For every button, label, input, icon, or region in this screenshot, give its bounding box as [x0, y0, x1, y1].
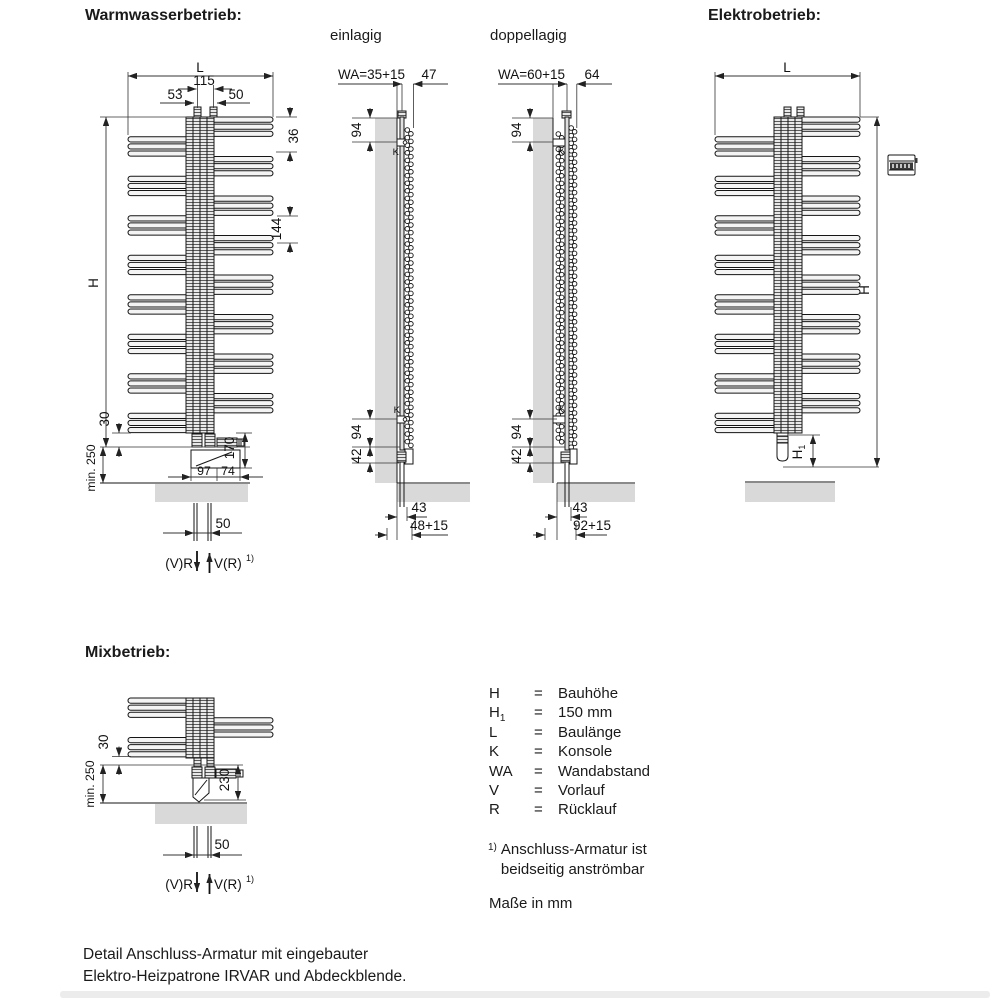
dim-42: 42: [349, 448, 364, 464]
wall: [375, 118, 397, 483]
legend-row: L = Baulänge: [489, 723, 622, 741]
section-title-elektro: Elektrobetrieb:: [708, 7, 821, 24]
connection-stub: [194, 758, 201, 767]
page-footer-bar: [60, 991, 990, 998]
flow-label-vr: (V)R: [165, 556, 193, 571]
dim-170: 170: [222, 436, 237, 460]
connection-stub: [207, 758, 214, 767]
valve-body: [561, 452, 570, 462]
dim-30: 30: [96, 734, 111, 750]
bracket-top: [553, 139, 565, 146]
dim-L: L: [196, 60, 204, 75]
valve-body: [192, 767, 202, 778]
flow-footnote-sup: 1): [246, 553, 255, 563]
section-title-doppellagig: doppellagig: [490, 27, 567, 44]
doppellagig-drawing: [498, 67, 635, 540]
einlagig-drawing: [338, 67, 470, 540]
dim-50: 50: [228, 87, 244, 102]
dim-64: 64: [584, 67, 600, 82]
section-title-warmwasser: Warmwasserbetrieb:: [85, 7, 242, 24]
dim-H1: $H_1$: [790, 444, 807, 460]
dim-94-top: 94: [509, 122, 524, 138]
dim-min250: min. 250: [83, 760, 97, 808]
dim-94-bottom: 94: [509, 424, 524, 440]
connection-stub: [784, 107, 791, 117]
flow-label-vr: (V)R: [165, 877, 193, 892]
bracket-label-bottom: K: [557, 405, 565, 416]
section-title-einlagig: einlagig: [330, 27, 382, 44]
dim-97: 97: [197, 464, 211, 478]
flow-footnote-sup: 1): [246, 874, 255, 884]
dim-wa: WA=60+15: [498, 67, 566, 82]
flow-label-vr2: V(R): [214, 556, 242, 571]
electric-element-head: [777, 436, 788, 443]
dim-74: 74: [221, 464, 235, 478]
dim-50-pipes: 50: [214, 837, 230, 852]
dim-L: L: [783, 60, 791, 75]
dim-47: 47: [421, 67, 437, 82]
dim-H: H: [857, 285, 872, 295]
manifold: [400, 117, 404, 450]
floor-block: [155, 484, 248, 502]
legend-row: R = Rücklauf: [489, 801, 617, 819]
wall: [533, 118, 553, 483]
dim-43: 43: [572, 500, 588, 515]
elektro-drawing: [715, 60, 918, 502]
footnote: $^{1)}$ Anschluss-Armatur ist beidseitig anströmbar: [488, 841, 647, 878]
legend-row: $H_1$ = 150 mm: [489, 704, 613, 725]
legend-row: WA = Wandabstand: [489, 762, 651, 780]
dim-30: 30: [97, 411, 112, 427]
element-pocket: [193, 778, 209, 802]
dim-H: H: [86, 278, 101, 288]
tube-ends-wall-side: [556, 132, 564, 444]
dim-92-15: 92+15: [573, 518, 611, 533]
bracket-label-top: K: [392, 147, 399, 158]
elbow: [570, 449, 577, 464]
dim-94-top: 94: [349, 122, 364, 138]
legend-row: H = Bauhöhe: [489, 685, 619, 702]
valve-body: [205, 767, 215, 778]
floor-block: [155, 804, 247, 824]
connection-stub: [797, 107, 804, 117]
dim-50-pipes: 50: [215, 516, 231, 531]
footnote-sup: 1): [488, 842, 497, 853]
control-unit-icon: [888, 155, 918, 175]
caption: Detail Anschluss-Armatur mit eingebauter Elektro-Heizpatrone IRVAR und Abdeckblende.: [83, 946, 407, 985]
legend-row: K = Konsole: [489, 743, 613, 761]
mix-drawing: [83, 698, 273, 894]
valve-body: [205, 434, 215, 447]
flow-label-vr2: V(R): [214, 877, 242, 892]
manifold: [565, 117, 569, 450]
bracket-bottom: [553, 416, 565, 423]
dim-43: 43: [411, 500, 427, 515]
dim-115: 115: [193, 73, 215, 88]
valve-body: [397, 452, 406, 462]
tube-ends-room-side: [569, 126, 577, 450]
dim-230: 230: [217, 768, 232, 792]
section-title-mix: Mixbetrieb:: [85, 644, 171, 661]
legend-row: V = Vorlauf: [489, 781, 605, 799]
floor-block: [397, 484, 470, 502]
units-note: Maße in mm: [489, 895, 573, 912]
dim-min250: min. 250: [84, 444, 98, 492]
connection-stub: [210, 107, 217, 117]
bracket-label-top: K: [557, 147, 565, 158]
floor-block: [745, 483, 835, 502]
warmwasser-drawing: [84, 60, 301, 573]
legend: [489, 685, 719, 821]
valve-body: [192, 434, 202, 447]
bracket-label-bottom: K: [393, 405, 400, 416]
tube-ends: [405, 128, 413, 448]
dim-144: 144: [269, 217, 284, 241]
dim-94-bottom: 94: [349, 424, 364, 440]
dim-wa: WA=35+15: [338, 67, 406, 82]
dim-48-15: 48+15: [410, 518, 448, 533]
dim-36: 36: [286, 128, 301, 144]
dim-53: 53: [167, 87, 183, 102]
dim-42: 42: [509, 448, 524, 464]
connection-stub: [194, 107, 201, 117]
